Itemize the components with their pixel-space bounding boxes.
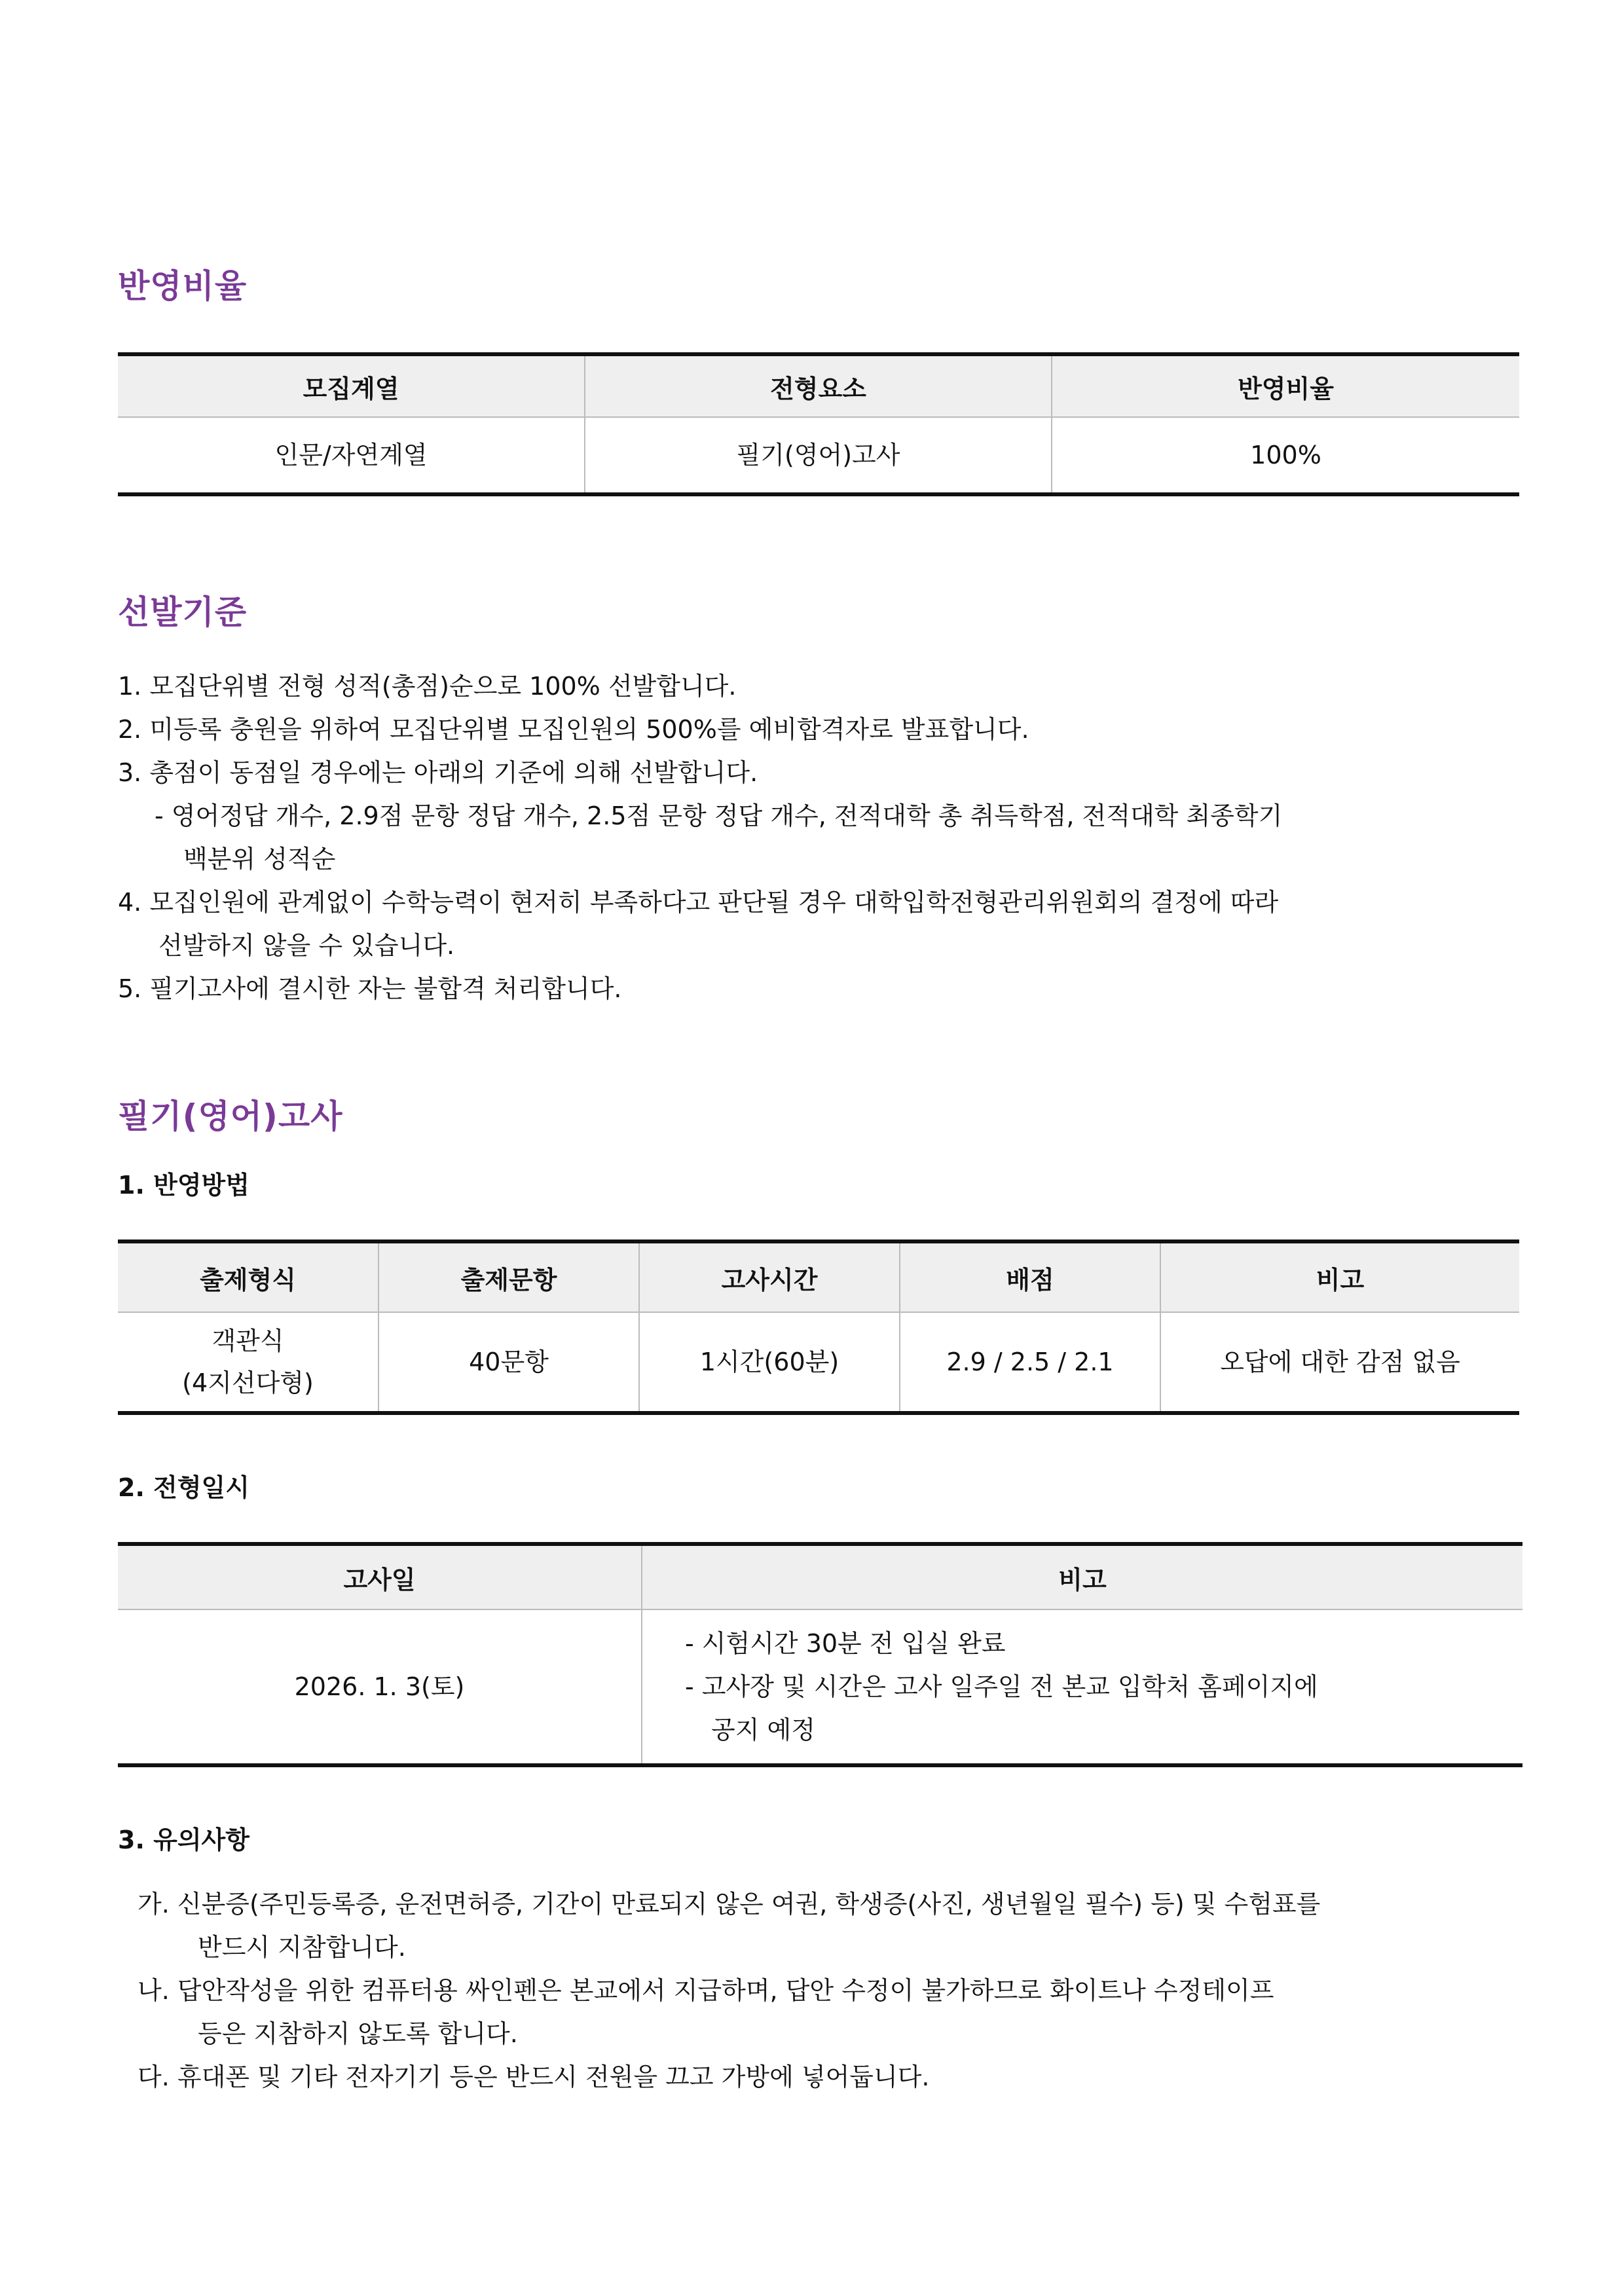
table-cell: 2.9 / 2.5 / 2.1 (900, 1312, 1160, 1413)
exam-section-title: 필기(영어)고사 (118, 1097, 343, 1135)
table-cell: 2026. 1. 3(토) (118, 1609, 642, 1765)
list-item: 나. 답안작성을 위한 컴퓨터용 싸인펜은 본교에서 지급하며, 답안 수정이 불가하므로 화이트나 수정테이프 (138, 1976, 1274, 2005)
criteria-list (118, 665, 1282, 1010)
header-cell: 출제형식 (118, 1241, 378, 1312)
table-cell: 오답에 대한 감점 없음 (1160, 1312, 1519, 1413)
table-cell: 1시간(60분) (639, 1312, 900, 1413)
table-cell: 100% (1052, 417, 1519, 494)
header-cell: 모집계열 (118, 354, 585, 417)
header-cell: 비고 (1160, 1241, 1519, 1312)
table-header-row (118, 1544, 1522, 1609)
header-cell: 비고 (642, 1544, 1522, 1609)
schedule-subtitle: 2. 전형일시 (118, 1473, 249, 1502)
table-cell: 40문항 (378, 1312, 639, 1413)
note-line: - 시험시간 30분 전 입실 완료 (685, 1629, 1006, 1658)
list-item: 5. 필기고사에 결시한 자는 불합격 처리합니다. (118, 974, 622, 1003)
list-item: 백분위 성적순 (183, 845, 336, 873)
list-item: 2. 미등록 충원을 위하여 모집단위별 모집인원의 500%를 예비합격자로 발표합니다. (118, 715, 1029, 744)
note-line: 공지 예정 (711, 1716, 815, 1744)
list-item: 등은 지참하지 않도록 합니다. (198, 2019, 518, 2048)
criteria-section-title: 선발기준 (118, 593, 248, 631)
format-line: (4지선다형) (182, 1368, 314, 1397)
table-cell-notes (642, 1609, 1522, 1765)
table-cell: 인문/자연계열 (118, 417, 585, 494)
list-item: 반드시 지참합니다. (198, 1933, 406, 1962)
list-item: 선발하지 않을 수 있습니다. (158, 931, 455, 960)
cautions-list (138, 1882, 1320, 2099)
ratio-section-title: 반영비율 (118, 267, 248, 305)
header-cell: 배점 (900, 1241, 1160, 1312)
table-cell: 필기(영어)고사 (585, 417, 1052, 494)
header-cell: 출제문항 (378, 1241, 639, 1312)
schedule-notes (685, 1622, 1318, 1752)
table-row (118, 1312, 1519, 1413)
format-line: 객관식 (212, 1327, 284, 1355)
schedule-table (118, 1542, 1522, 1767)
note-line: - 고사장 및 시간은 고사 일주일 전 본교 입학처 홈페이지에 (685, 1672, 1318, 1701)
method-subtitle: 1. 반영방법 (118, 1171, 249, 1200)
list-item: 3. 총점이 동점일 경우에는 아래의 기준에 의해 선발합니다. (118, 758, 758, 787)
table-header-row (118, 354, 1519, 417)
table-header-row (118, 1241, 1519, 1312)
ratio-table (118, 352, 1519, 496)
method-table (118, 1239, 1519, 1415)
cautions-subtitle: 3. 유의사항 (118, 1826, 249, 1854)
list-item: - 영어정답 개수, 2.9점 문항 정답 개수, 2.5점 문항 정답 개수, 전적대학 총 취득학점, 전적대학 최종학기 (155, 801, 1283, 830)
list-item: 가. 신분증(주민등록증, 운전면허증, 기간이 만료되지 않은 여권, 학생증(사진, 생년월일 필수) 등) 및 수험표를 (138, 1890, 1321, 1919)
header-cell: 고사일 (118, 1544, 642, 1609)
header-cell: 고사시간 (639, 1241, 900, 1312)
header-cell: 전형요소 (585, 354, 1052, 417)
table-cell-format (118, 1312, 378, 1413)
table-row (118, 1609, 1522, 1765)
list-item: 다. 휴대폰 및 기타 전자기기 등은 반드시 전원을 끄고 가방에 넣어둡니다. (138, 2063, 930, 2091)
table-row (118, 417, 1519, 494)
list-item: 4. 모집인원에 관계없이 수학능력이 현저히 부족하다고 판단될 경우 대학입학전형관리위원회의 결정에 따라 (118, 888, 1279, 917)
list-item: 1. 모집단위별 전형 성적(총점)순으로 100% 선발합니다. (118, 672, 737, 701)
header-cell: 반영비율 (1052, 354, 1519, 417)
